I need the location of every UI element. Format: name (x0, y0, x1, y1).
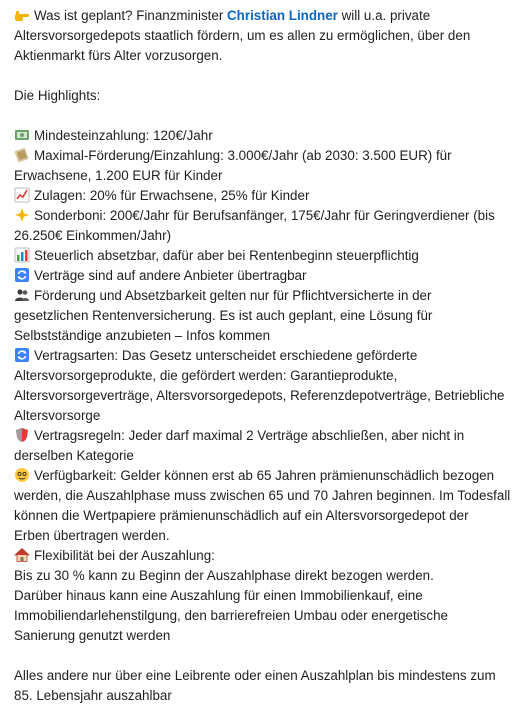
highlight-text: Erben übertragen werden. (14, 528, 170, 543)
highlight-line (14, 486, 519, 506)
cycle-arrows-icon (14, 267, 30, 283)
highlight-text: Altersvorsorge (14, 408, 101, 423)
chart-increasing-icon (14, 187, 30, 203)
author-link[interactable]: Christian Lindner (227, 8, 338, 23)
house-icon (14, 547, 30, 563)
intro-prefix: Was ist geplant? Finanzminister (34, 8, 228, 23)
closing-line-2: 85. Lebensjahr auszahlbar (14, 688, 172, 703)
highlight-item (14, 466, 519, 546)
highlights-list (14, 126, 519, 646)
highlight-line (14, 366, 519, 386)
highlight-line (14, 286, 519, 306)
highlight-text: werden, die Auszahlphase muss zwischen 65 und 70 Jahren beginnen. Im Todesfall (14, 488, 511, 503)
highlight-line (14, 506, 519, 526)
intro-line-1 (14, 6, 519, 26)
highlight-line (14, 606, 519, 626)
highlight-line (14, 526, 519, 546)
highlight-line (14, 546, 519, 566)
highlight-item (14, 546, 519, 646)
highlight-text: 26.250€ Einkommen/Jahr) (14, 228, 172, 243)
closing-line-1: Alles andere nur über eine Leibrente oder einen Auszahlplan bis mindestens zum (14, 668, 496, 683)
highlight-text: Verfügbarkeit: Gelder können erst ab 65 Jahren prämienunschädlich bezogen (34, 468, 495, 483)
highlight-text: Verträge sind auf andere Anbieter übertragbar (34, 268, 307, 283)
intro-line-2: Altersvorsorgedepots staatlich fördern, um es allen zu ermöglichen, über den (14, 28, 471, 43)
highlight-line (14, 426, 519, 446)
highlight-line (14, 466, 519, 486)
money-bill-icon (14, 127, 30, 143)
intro-line-3: Aktienmarkt fürs Alter vorzusorgen. (14, 48, 223, 63)
highlight-item (14, 186, 519, 206)
highlight-text: derselben Kategorie (14, 448, 134, 463)
sparkles-icon (14, 207, 30, 223)
highlight-item (14, 286, 519, 346)
highlight-text: Sanierung genutzt werden (14, 628, 171, 643)
pointing-hand-icon (14, 7, 30, 23)
highlight-text: Vertragsarten: Das Gesetz unterscheidet erschiedene geförderte (34, 348, 418, 363)
highlight-text: Zulagen: 20% für Erwachsene, 25% für Kinder (34, 188, 310, 203)
highlight-item (14, 266, 519, 286)
highlight-item (14, 126, 519, 146)
highlight-line (14, 146, 519, 166)
highlight-text: gesetzlichen Rentenversicherung. Es ist auch geplant, eine Lösung für (14, 308, 433, 323)
highlight-line (14, 186, 519, 206)
cycle-arrows-icon (14, 347, 30, 363)
highlight-text: Flexibilität bei der Auszahlung: (34, 548, 215, 563)
highlight-line (14, 566, 519, 586)
highlight-line (14, 266, 519, 286)
highlight-text: Steuerlich absetzbar, dafür aber bei Rentenbeginn steuerpflichtig (34, 248, 419, 263)
highlight-text: Immobiliendarlehenstilgung, den barrierefreien Umbau oder energetische (14, 608, 448, 623)
highlight-text: Selbstständige anzubieten – Infos kommen (14, 328, 271, 343)
highlight-text: Altersvorsorgeprodukte, die gefördert werden: Garantieprodukte, (14, 368, 398, 383)
intro-suffix: will u.a. private (337, 8, 431, 23)
highlight-line (14, 226, 519, 246)
highlight-line (14, 386, 519, 406)
highlight-line (14, 586, 519, 606)
highlight-line (14, 246, 519, 266)
highlight-item (14, 206, 519, 246)
highlight-line (14, 346, 519, 366)
highlight-line (14, 446, 519, 466)
highlight-item (14, 426, 519, 466)
highlight-line (14, 206, 519, 226)
highlight-line (14, 126, 519, 146)
highlight-line (14, 166, 519, 186)
banknote-icon (14, 147, 30, 163)
shield-icon (14, 427, 30, 443)
highlight-text: Sonderboni: 200€/Jahr für Berufsanfänger, 175€/Jahr für Geringverdiener (bis (34, 208, 495, 223)
highlight-text: Altersvorsorgeverträge, Altersvorsorgedepots, Referenzdepotverträge, Betriebliche (14, 388, 505, 403)
highlights-heading: Die Highlights: (14, 88, 101, 103)
highlight-item (14, 346, 519, 426)
highlight-item (14, 146, 519, 186)
highlight-text: Bis zu 30 % kann zu Beginn der Auszahlphase direkt bezogen werden. (14, 568, 434, 583)
highlight-line (14, 326, 519, 346)
highlight-text: Mindesteinzahlung: 120€/Jahr (34, 128, 213, 143)
highlight-text: Erwachsene, 1.200 EUR für Kinder (14, 168, 223, 183)
highlight-line (14, 406, 519, 426)
highlight-item (14, 246, 519, 266)
old-face-icon (14, 467, 30, 483)
highlight-text: können die Wertpapiere prämienunschädlich auf ein Altersvorsorgedepot der (14, 508, 469, 523)
highlight-line (14, 626, 519, 646)
people-silhouette-icon (14, 287, 30, 303)
highlight-text: Maximal-Förderung/Einzahlung: 3.000€/Jahr (ab 2030: 3.500 EUR) für (34, 148, 452, 163)
highlight-text: Darüber hinaus kann eine Auszahlung für einen Immobilienkauf, eine (14, 588, 423, 603)
highlight-text: Vertragsregeln: Jeder darf maximal 2 Verträge abschließen, aber nicht in (34, 428, 465, 443)
highlight-text: Förderung und Absetzbarkeit gelten nur für Pflichtversicherte in der (34, 288, 432, 303)
highlight-line (14, 306, 519, 326)
bar-chart-icon (14, 247, 30, 263)
